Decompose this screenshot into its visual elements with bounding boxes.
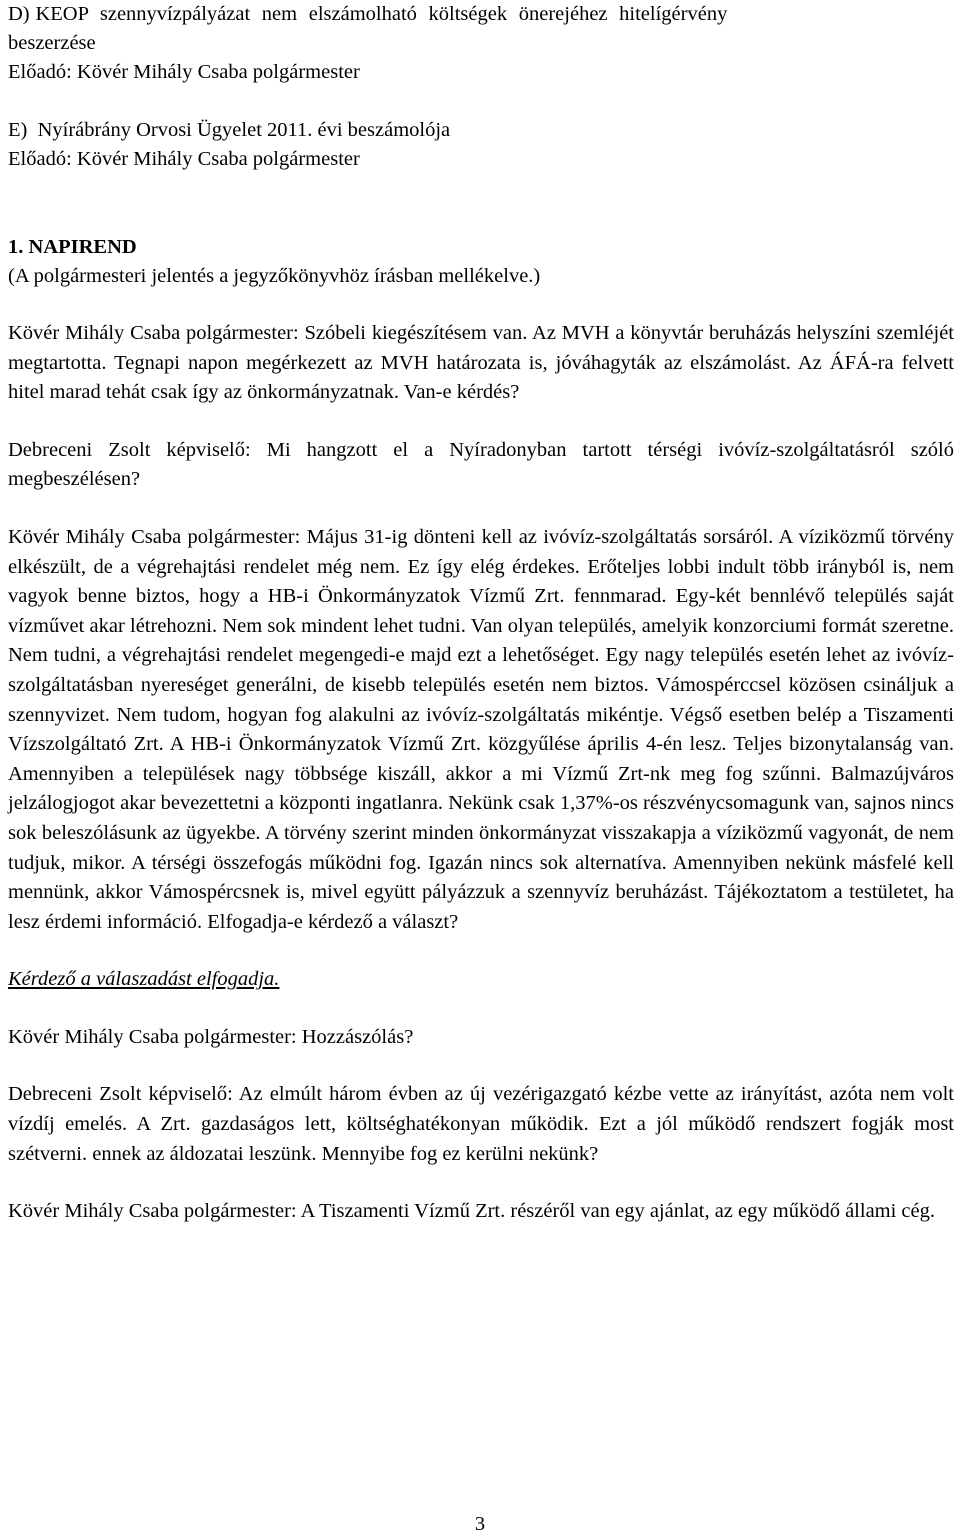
paragraph-mayor-answer: Kövér Mihály Csaba polgármester: Május 31-ig dönteni kell az ivóvíz-szolgáltatás sorsáról. A víziközmű törvény elkészült, de a végrehajtási rendelet még nem. Ez így elég érdekes. Erőteljes lobbi indult több irányból is, nem vagyok benne biztos, hogy a HB-i Önkormányzatok Vízmű Zrt. fennmarad. Egy-két bennlévő település saját vízművet akar létrehozni. Nem sok mindent lehet tudni. Van olyan település, amelyik konzorciumi formát szeretne. Nem tudni, a végrehajtási rendelet megengedi-e majd ezt a lehetőséget. Egy nagy település esetén lehet az ivóvíz-szolgáltatásban nyereséget generálni, de kisebb település esetén nem biztos. Vámospérccsel közösen csináljuk a szennyvizet. Nem tudom, hogyan fog alakulni az ivóvíz-szolgáltatás mikéntje. Végső esetben belép a Tiszamenti Vízszolgáltató Zrt. A HB-i Önkormányzatok Vízmű Zrt. közgyűlése április 4-én lesz. Teljes bizonytalanság van. Amennyiben a települések nagy többsége kiszáll, akkor a mi Vízmű Zrt-nk meg fog szűnni. Balmazújváros jelzálogjogot akar bevezettetni a központi ingatlanra. Nekünk csak 1,37%-os részvénycsomagunk van, sajnos nincs sok beleszólásunk az ügyekbe. A törvény szerint minden önkormányzat visszakapja a víziközmű vagyonát, de nem tudjuk, mikor. A térségi összefogás működni fog. Igazán nincs sok alternatíva. Amennyiben nekünk másfelé kell mennünk, akkor Vámospércsnek is, mivel együtt pályázzuk a szennyvíz beruházást. Tájékoztatom a testületet, ha lesz érdemi információ. Elfogadja-e kérdező a választ? [8, 525, 954, 933]
paragraph-answer-accepted: Kérdező a válaszadást elfogadja. [8, 968, 280, 991]
agenda-items [8, 0, 954, 174]
agenda-item-e-presenter: Előadó: Kövér Mihály Csaba polgármester [8, 148, 360, 170]
page-number: 3 [474, 1513, 486, 1535]
spacer [8, 1169, 954, 1197]
paragraph-question: Debreceni Zsolt képviselő: Mi hangzott el a Nyíradonyban tartott térségi ivóvíz-szolgáltatásról szóló megbeszélésen? [8, 438, 954, 491]
spacer [8, 408, 954, 436]
paragraph-mayor-comments: Kövér Mihály Csaba polgármester: Hozzászólás? [8, 1025, 414, 1048]
paragraph-representative-comment: Debreceni Zsolt képviselő: Az elmúlt három évben az új vezérigazgató kézbe vette az irányítást, azóta nem volt vízdíj emelés. A Zrt. gazdaságos lett, költséghatékonyan működik. Ezt a jól működő rendszert fogják most szétverni. ennek az áldozatai leszünk. Mennyibe fog ez kerülni nekünk? [8, 1083, 954, 1165]
agenda-item-e-title: E) Nyírábrány Orvosi Ügyelet 2011. évi beszámolója [8, 119, 451, 141]
document-page [8, 0, 954, 1227]
agenda-item-d-title: D) KEOP szennyvízpályázat nem elszámolható költségek önerejéhez hitelígérvény [8, 3, 728, 25]
spacer [8, 174, 954, 233]
section-heading: 1. NAPIREND [8, 236, 137, 258]
spacer [8, 995, 954, 1023]
spacer [8, 87, 954, 116]
spacer [8, 937, 954, 965]
paragraph-mayor-offer: Kövér Mihály Csaba polgármester: A Tiszamenti Vízmű Zrt. részéről van egy ajánlat, az egy működő állami cég. [8, 1200, 936, 1223]
paragraph-mayor-report: Kövér Mihály Csaba polgármester: Szóbeli kiegészítésem van. Az MVH a könyvtár beruházás helyszíni szemléjét megtartotta. Tegnapi napon megérkezett az MVH határozata is, jóváhagyták az elszámolást. Az ÁFÁ-ra felvett hitel marad tehát csak így az önkormányzatnak. Van-e kérdés? [8, 322, 954, 404]
spacer [8, 291, 954, 319]
spacer [8, 1052, 954, 1080]
agenda-item-d-title-cont: beszerzése [8, 32, 96, 54]
spacer [8, 495, 954, 523]
agenda-item-d-presenter: Előadó: Kövér Mihály Csaba polgármester [8, 61, 360, 83]
section-note: (A polgármesteri jelentés a jegyzőkönyvhöz írásban mellékelve.) [8, 265, 541, 287]
